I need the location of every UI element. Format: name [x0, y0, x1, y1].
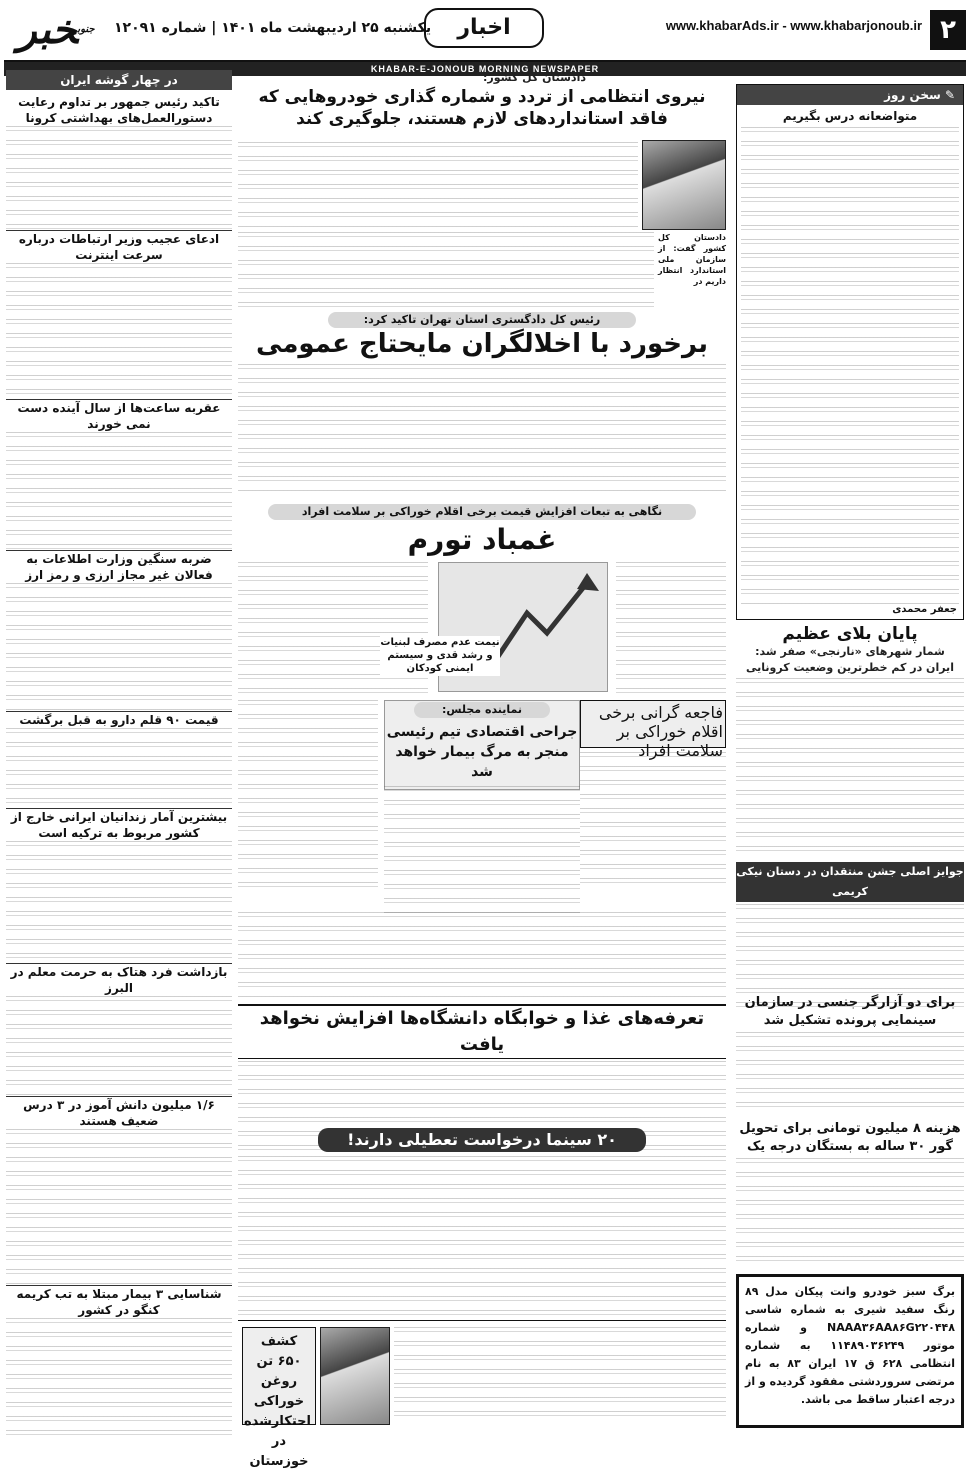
karimi-title: جوایز اصلی جشن منتقدان در دستان نیکی کریمی	[736, 862, 964, 902]
corner-column	[6, 70, 232, 1428]
lead-body	[238, 142, 638, 230]
corner-body-8	[6, 1129, 232, 1285]
corner-item-2: ادعای عجیب وزیر ارتباطات درباره سرعت اینترنت	[6, 230, 232, 263]
corner-body-3	[6, 432, 232, 550]
corner-item-3: عقربه ساعت‌ها از سال آینده دست نمی خورند	[6, 399, 232, 432]
majles-article	[384, 702, 580, 912]
lost-document-notice: برگ سبز خودرو وانت پیکان مدل ۸۹ رنگ سفید شیری به شماره شاسی NAAA۳۶AA۸۶G۲۲۰۴۴۸ و شماره موتور ۱۱۴۸۹۰۳۶۲۴۹ به شماره انتظامی ۶۲۸ ق ۱۷ ایران ۸۳ به نام مرتضی سروردشتی مفقود گردیده و از درجه اعتبار ساقط می باشد.	[736, 1274, 964, 1428]
oil-article	[238, 1320, 726, 1469]
sokhan-rooz-box	[736, 84, 964, 620]
majles-headline: جراحی اقتصادی تیم رئیسی منجر به مرگ بیمار خواهد شد	[386, 724, 578, 780]
tehran-kicker: رئیس کل دادگستری استان تهران تاکید کرد:	[328, 312, 636, 328]
corner-item-8: ۱/۶ میلیون دانش آموز در ۳ درس ضعیف هستند	[6, 1096, 232, 1129]
corner-item-5: قیمت ۹۰ قلم دارو به قبل برگشت	[6, 711, 232, 728]
inflation-body-3	[580, 752, 726, 892]
lead-body-2	[238, 232, 654, 312]
pen-icon: ✎	[940, 88, 955, 102]
harassment-body	[736, 1032, 964, 1116]
majles-body	[384, 786, 580, 914]
majles-body-2	[238, 912, 726, 1000]
sokhan-rooz-title: متواضعانه درس بگیریم	[782, 109, 918, 123]
page-number: ۲	[930, 10, 966, 50]
inflation-mid-title: نیمت عدم مصرف لبنیات و رشد قدی و سیستم ایمنی کودکان	[380, 637, 500, 674]
lead-article	[238, 70, 726, 230]
inflation-kicker: نگاهی به تبعات افزایش قیمت برخی اقلام خوراکی بر سلامت افراد	[268, 504, 696, 520]
oil-body	[394, 1327, 726, 1425]
university-headline: تعرفه‌های غذا و خوابگاه دانشگاه‌ها افزایش نخواهد یافت	[238, 1004, 726, 1059]
masthead-urls[interactable]: www.khabarAds.ir - www.khabarjonoub.ir	[665, 18, 922, 33]
sokhan-rooz-author: جعفر محمدی	[892, 604, 957, 615]
issue-date: یکشنبه ۲۵ اردیبهشت ماه ۱۴۰۱ | شماره ۱۲۰۹۱	[114, 20, 432, 36]
university-article	[238, 1004, 726, 1124]
masthead	[4, 4, 966, 74]
lead-headline: نیروی انتظامی از تردد و شماره گذاری خودروهایی که فاقد استانداردهای لازم هستند، جلوگیری کند	[258, 87, 706, 129]
inflation-body-left	[238, 562, 428, 702]
cinema-headline: ۲۰ سینما درخواست تعطیلی دارند!	[318, 1128, 646, 1152]
corner-body-5	[6, 728, 232, 808]
corner-item-7: بازداشت فرد هتاک به حرمت معلم در البرز	[6, 963, 232, 996]
logo-text: خبر	[17, 6, 78, 53]
corner-item-6: بیشترین آمار زندانیان ایرانی خارج از کشور مربوط به ترکیه است	[6, 808, 232, 841]
section-title: اخبار	[424, 8, 544, 48]
corner-item-9: شناسایی ۳ بیمار مبتلا به تب کریمه کنگو در کشور	[6, 1285, 232, 1318]
inflation-body-right	[616, 562, 726, 702]
logo-sub: جنوب	[77, 24, 95, 35]
corner-body-2	[6, 263, 232, 399]
harassment-title: برای دو آزارگر جنسی در سازمان سینمایی پرونده تشکیل شد	[744, 995, 956, 1028]
corner-item-4: ضربه سنگین وزارت اطلاعات به فعالان غیر مجاز ارزی و رمز ارز	[6, 550, 232, 583]
corner-item-1: تاکید رئیس جمهور بر تداوم رعایت دستورالعمل‌های بهداشتی کرونا	[18, 95, 220, 125]
corona-sub1: شمار شهرهای «نارنجی» صفر شد:	[755, 645, 945, 658]
inflation-headline: غمباد تورم	[407, 523, 557, 556]
karimi-article	[736, 862, 964, 992]
newspaper-logo	[6, 4, 106, 56]
corona-article	[736, 624, 964, 860]
sokhan-rooz-tag-label: سخن روز	[884, 88, 941, 102]
corner-body-7	[6, 996, 232, 1096]
harassment-article	[736, 994, 964, 1118]
oil-photo	[320, 1327, 390, 1425]
inflation-body-4	[238, 700, 378, 890]
corner-body-1	[6, 126, 232, 230]
majles-kicker: نماینده مجلس:	[414, 702, 550, 718]
oil-headline: کشف ۶۵۰ تن روغن خوراکی احتکارشده در خوزستان	[242, 1327, 316, 1425]
sokhan-rooz-body	[737, 127, 963, 607]
tehran-article	[238, 312, 726, 502]
tehran-headline: برخورد با اخلالگران مایحتاج عمومی	[256, 329, 708, 359]
corona-sub2: ایران در کم خطرترین وضعیت کرونایی	[746, 661, 954, 674]
corner-body-6	[6, 841, 232, 963]
tehran-body	[238, 364, 726, 494]
grave-cost-title: هزینه ۸ میلیون تومانی برای تحویل گور ۳۰ ساله به بستگان درجه یک	[739, 1121, 961, 1154]
grave-cost-body	[736, 1158, 964, 1268]
lead-kicker: دادستان کل کشور:	[483, 71, 586, 84]
cinema-body	[238, 1156, 726, 1316]
corner-tag: در چهار گوشه ایران	[6, 70, 232, 90]
corona-title: پایان بلای عظیم	[782, 624, 918, 644]
corner-body-9	[6, 1318, 232, 1438]
grave-cost-article	[736, 1120, 964, 1270]
corona-body	[736, 678, 964, 858]
cinema-article	[238, 1128, 726, 1318]
masthead-strip: KHABAR-E-JONOUB MORNING NEWSPAPER	[4, 62, 966, 76]
prosecutor-photo	[642, 140, 726, 230]
corner-body-4	[6, 583, 232, 711]
sokhan-rooz-tag	[737, 85, 963, 105]
lead-caption: دادستان کل کشور گفت: از سازمان ملی استاندارد انتظار داریم در	[658, 233, 726, 286]
inflation-box-title: فاجعه گرانی برخی اقلام خوراکی بر سلامت افراد	[580, 700, 726, 748]
